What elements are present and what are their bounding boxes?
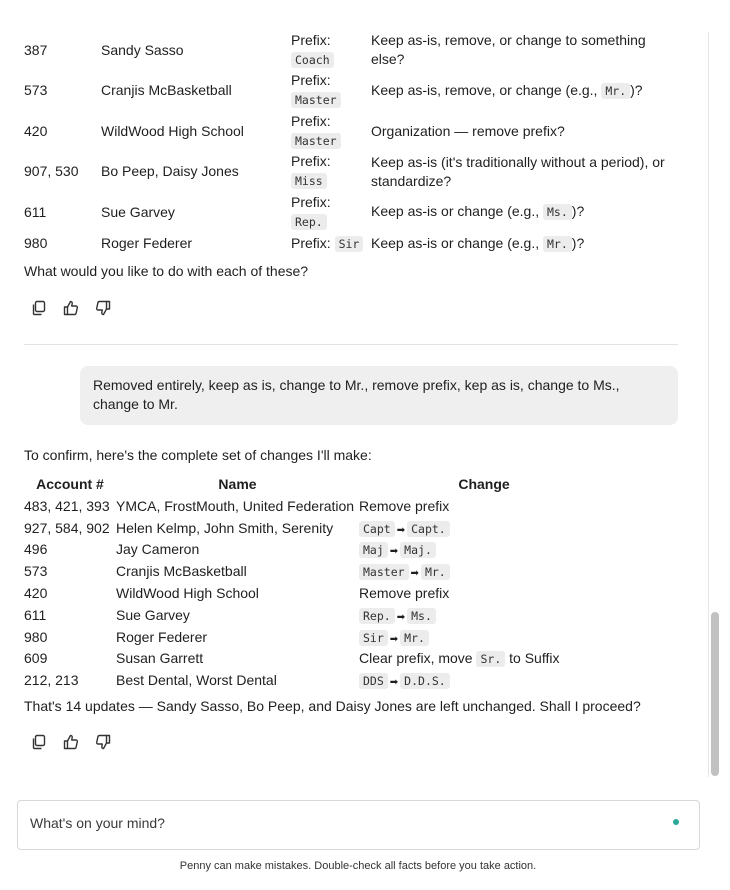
change-text: to Suffix — [505, 650, 560, 667]
question-cell — [371, 233, 674, 255]
table-row — [24, 582, 609, 604]
change-cell: Remove prefix — [359, 585, 450, 602]
name-cell: Cranjis McBasketball — [116, 563, 247, 580]
name-cell: Jay Cameron — [116, 541, 200, 558]
prefix-label: Prefix: — [291, 72, 331, 89]
column-header: Account # — [36, 476, 104, 492]
question-cell — [371, 71, 674, 112]
table-header-row — [24, 473, 609, 495]
account-cell: 573 — [24, 82, 48, 99]
table-row — [24, 560, 609, 582]
question-cell: Keep as-is, remove, or change to something else? — [371, 32, 646, 68]
to-code: Ms. — [407, 608, 436, 624]
question-code: Ms. — [543, 204, 572, 220]
prefix-label: Prefix: — [291, 31, 331, 48]
account-cell: 980 — [24, 235, 48, 251]
prefix-code: Coach — [291, 52, 334, 68]
prefix-label: Prefix: — [291, 153, 331, 170]
account-cell: 212, 213 — [24, 672, 79, 689]
copy-icon[interactable] — [30, 299, 48, 317]
question-text: )? — [571, 234, 585, 251]
from-code: Capt — [359, 521, 395, 537]
account-cell: 611 — [24, 606, 47, 623]
account-cell: 980 — [24, 628, 48, 645]
change-cell — [359, 626, 609, 648]
question-text: Keep as-is or change (e.g., — [371, 203, 543, 220]
table-row — [24, 192, 674, 233]
prefix-cell — [291, 152, 371, 193]
thumbs-down-icon[interactable] — [94, 299, 112, 317]
name-cell: Bo Peep, Daisy Jones — [101, 163, 239, 180]
account-cell: 609 — [24, 650, 48, 667]
from-code: Maj — [359, 542, 388, 558]
to-code: Mr. — [421, 564, 450, 580]
column-header: Change — [458, 476, 510, 492]
question-text: )? — [630, 81, 643, 98]
table-row — [24, 71, 674, 112]
arrow-right-icon: ➡ — [389, 546, 399, 558]
to-code: D.D.S. — [400, 673, 450, 689]
question-code: Mr. — [601, 83, 630, 99]
change-text: Clear prefix, move — [359, 650, 477, 667]
account-cell: 927, 584, 902 — [24, 519, 110, 536]
prefix-cell — [291, 71, 371, 112]
name-cell: Sandy Sasso — [101, 41, 184, 58]
change-cell — [359, 669, 609, 691]
question-cell — [371, 192, 674, 233]
name-cell: Roger Federer — [101, 235, 193, 251]
name-cell: Helen Kelmp, John Smith, Serenity — [116, 519, 334, 536]
user-message: Removed entirely, keep as is, change to Mr., remove prefix, kep as is, change to Ms., change to Mr. — [80, 366, 678, 425]
table-row — [24, 626, 609, 648]
thumbs-up-icon[interactable] — [62, 299, 80, 317]
change-cell — [359, 517, 609, 539]
message-divider — [24, 344, 678, 345]
change-cell — [359, 560, 609, 582]
name-cell: YMCA, FrostMouth, United Federation — [116, 497, 355, 514]
chat-input[interactable] — [30, 815, 660, 831]
prefix-label: Prefix: — [291, 234, 331, 251]
prefix-label: Prefix: — [291, 112, 331, 129]
account-cell: 387 — [24, 41, 48, 58]
account-cell: 907, 530 — [24, 163, 79, 180]
question-text: Keep as-is or change (e.g., — [371, 234, 543, 251]
table-row — [24, 669, 609, 691]
name-cell: Sue Garvey — [101, 203, 175, 220]
question-text: )? — [571, 203, 585, 220]
account-cell: 483, 421, 393 — [24, 497, 110, 514]
prefix-code: Rep. — [291, 214, 327, 230]
from-code: Sir — [359, 630, 388, 646]
name-cell: WildWood High School — [101, 122, 244, 139]
table-row — [24, 233, 674, 255]
status-dot-icon — [673, 819, 679, 825]
thumbs-up-icon[interactable] — [62, 733, 80, 751]
prefix-cell — [291, 192, 371, 233]
assistant-question: What would you like to do with each of these? — [24, 263, 309, 279]
arrow-right-icon: ➡ — [389, 677, 399, 689]
change-code: Sr. — [476, 651, 505, 667]
arrow-right-icon: ➡ — [410, 568, 419, 580]
change-cell — [359, 539, 609, 561]
assistant-confirm-intro: To confirm, here's the complete set of changes I'll make: — [24, 447, 372, 463]
arrow-right-icon: ➡ — [396, 611, 406, 623]
table-row — [24, 539, 609, 561]
question-cell: Organization — remove prefix? — [371, 122, 565, 139]
prefix-cell — [291, 111, 371, 152]
thumbs-down-icon[interactable] — [94, 733, 112, 751]
to-code: Mr. — [400, 630, 429, 646]
account-cell: 420 — [24, 122, 48, 139]
table-row — [24, 604, 609, 626]
disclaimer: Penny can make mistakes. Double-check all facts before you take action. — [179, 860, 537, 872]
change-cell — [359, 648, 609, 670]
name-cell: Cranjis McBasketball — [101, 82, 232, 99]
message-actions — [30, 733, 112, 751]
name-cell: Sue Garvey — [116, 606, 190, 623]
prefix-review-table — [24, 30, 674, 255]
prefix-code: Sir — [335, 236, 364, 252]
question-text: Keep as-is, remove, or change (e.g., — [371, 81, 602, 98]
from-code: Master — [359, 564, 409, 580]
change-cell: Remove prefix — [359, 497, 450, 514]
table-row — [24, 495, 609, 517]
question-cell: Keep as-is (it's traditionally without a period), or standardize? — [371, 153, 665, 189]
name-cell: WildWood High School — [116, 585, 259, 602]
name-cell: Best Dental, Worst Dental — [116, 672, 277, 689]
copy-icon[interactable] — [30, 733, 48, 751]
table-row — [24, 517, 609, 539]
column-header: Name — [218, 476, 257, 492]
prefix-code: Miss — [291, 173, 327, 189]
to-code: Capt. — [407, 521, 450, 537]
prefix-cell — [291, 30, 371, 71]
changes-table — [24, 473, 609, 691]
prefix-code: Master — [291, 133, 341, 149]
table-row — [24, 111, 674, 152]
account-cell: 496 — [24, 541, 48, 558]
assistant-summary: That's 14 updates — Sandy Sasso, Bo Peep, and Daisy Jones are left unchanged. Shall I proceed? — [24, 698, 641, 714]
to-code: Maj. — [400, 542, 436, 558]
prefix-code: Master — [291, 92, 341, 108]
chat-scrollbar[interactable] — [708, 32, 722, 777]
arrow-right-icon: ➡ — [389, 633, 399, 645]
account-cell: 611 — [24, 203, 47, 220]
table-row — [24, 152, 674, 193]
name-cell: Roger Federer — [116, 628, 208, 645]
from-code: DDS — [359, 673, 388, 689]
prefix-cell — [291, 233, 371, 255]
question-code: Mr. — [543, 236, 572, 252]
message-actions — [30, 299, 112, 317]
prefix-label: Prefix: — [291, 193, 331, 210]
scrollbar-thumb[interactable] — [711, 612, 719, 776]
account-cell: 573 — [24, 563, 48, 580]
table-row — [24, 30, 674, 71]
name-cell: Susan Garrett — [116, 650, 204, 667]
account-cell: 420 — [24, 585, 48, 602]
table-row — [24, 648, 609, 670]
from-code: Rep. — [359, 608, 395, 624]
change-cell — [359, 604, 609, 626]
arrow-right-icon: ➡ — [396, 524, 406, 536]
chat-input-container[interactable] — [17, 800, 700, 850]
